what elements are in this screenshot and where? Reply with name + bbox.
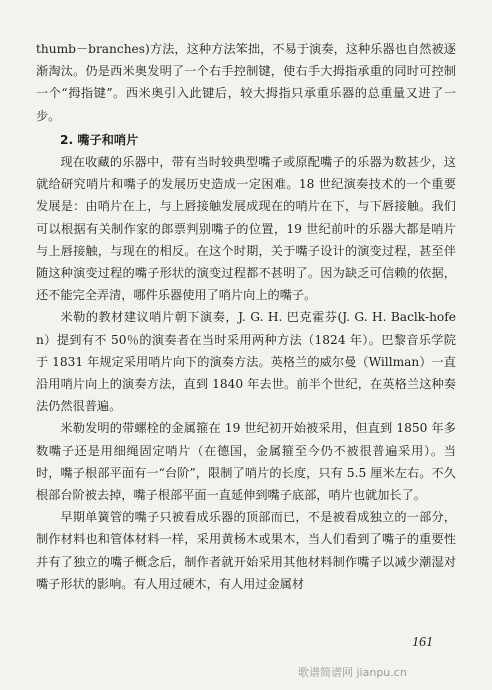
paragraph: 现在收藏的乐器中，带有当时较典型嘴子或原配嘴子的乐器为数甚少，这就给研究哨片和嘴子的发展历史造成一定困难。18 世纪演奏技术的一个重要发展是：由哨片在上，与上唇接触发展成现在的哨片在下，与下唇接触。我们可以根据有关制作家的郎票判别嘴子的位置，19 世纪前叶的乐器大都是哨片与上唇接触，与现在的相反。在这个时期，关于嘴子设计的演变过程，甚至伴随这种演变过程的嘴子形状的演变过程都不甚明了。因为缺乏可信赖的依据，还不能完全弄清，哪件乐器使用了哨片向上的嘴子。	[36, 155, 456, 303]
paragraph: 早期单簧管的嘴子只被看成乐器的顶部而已，不是被看成独立的一部分，制作材料也和管体材料一样，采用黄杨木或果木，当人们看到了嘴子的重要性并有了独立的嘴子概念后，制作者就开始采用其他材料制作嘴子以减少潮湿对嘴子形状的影响。有人用过硬木，有人用过金属材	[36, 510, 456, 591]
page-text	[36, 38, 456, 595]
paragraph-continued: thumb－branches)方法，这种方法笨拙，不易于演奏，这种乐器也自然被逐渐淘汰。仍是西米奥发明了一个右手控制键，使右手大拇指承重的同时可控制一个“拇指键”。西米奥引入此键后，较大拇指只承重乐器的总重量又进了一步。	[36, 42, 456, 123]
paragraph: 米勒的教材建议哨片朝下演奏，J. G. H. 巴克霍芬(J. G. H. Baclk-hofen）提到有不 50％的演奏者在当时采用两种方法（1824 年）。巴黎音乐学院于 1831 年规定采用哨片向下的演奏方法。英格兰的威尔曼（Willman）一直沿用哨片向上的演奏方法，直到 1840 年去世。前半个世纪，在英格兰这种奏法仍然很普遍。	[36, 310, 456, 414]
paragraph: 米勒发明的带螺栓的金属箍在 19 世纪初开始被采用，但直到 1850 年多数嘴子还是用细绳固定哨片（在德国，金属箍至今仍不被很普遍采用）。当时，嘴子根部平面有一“台阶”，限制了哨片的长度，只有 5.5 厘米左右。不久根部台阶被去掉，嘴子根部平面一直延伸到嘴子底部，哨片也就加长了。	[36, 421, 456, 503]
section-heading: 2. 嘴子和哨片	[60, 132, 139, 147]
watermark: 歌谱简谱网 jianpu.cn	[298, 666, 407, 679]
page-number: 161	[412, 635, 433, 650]
